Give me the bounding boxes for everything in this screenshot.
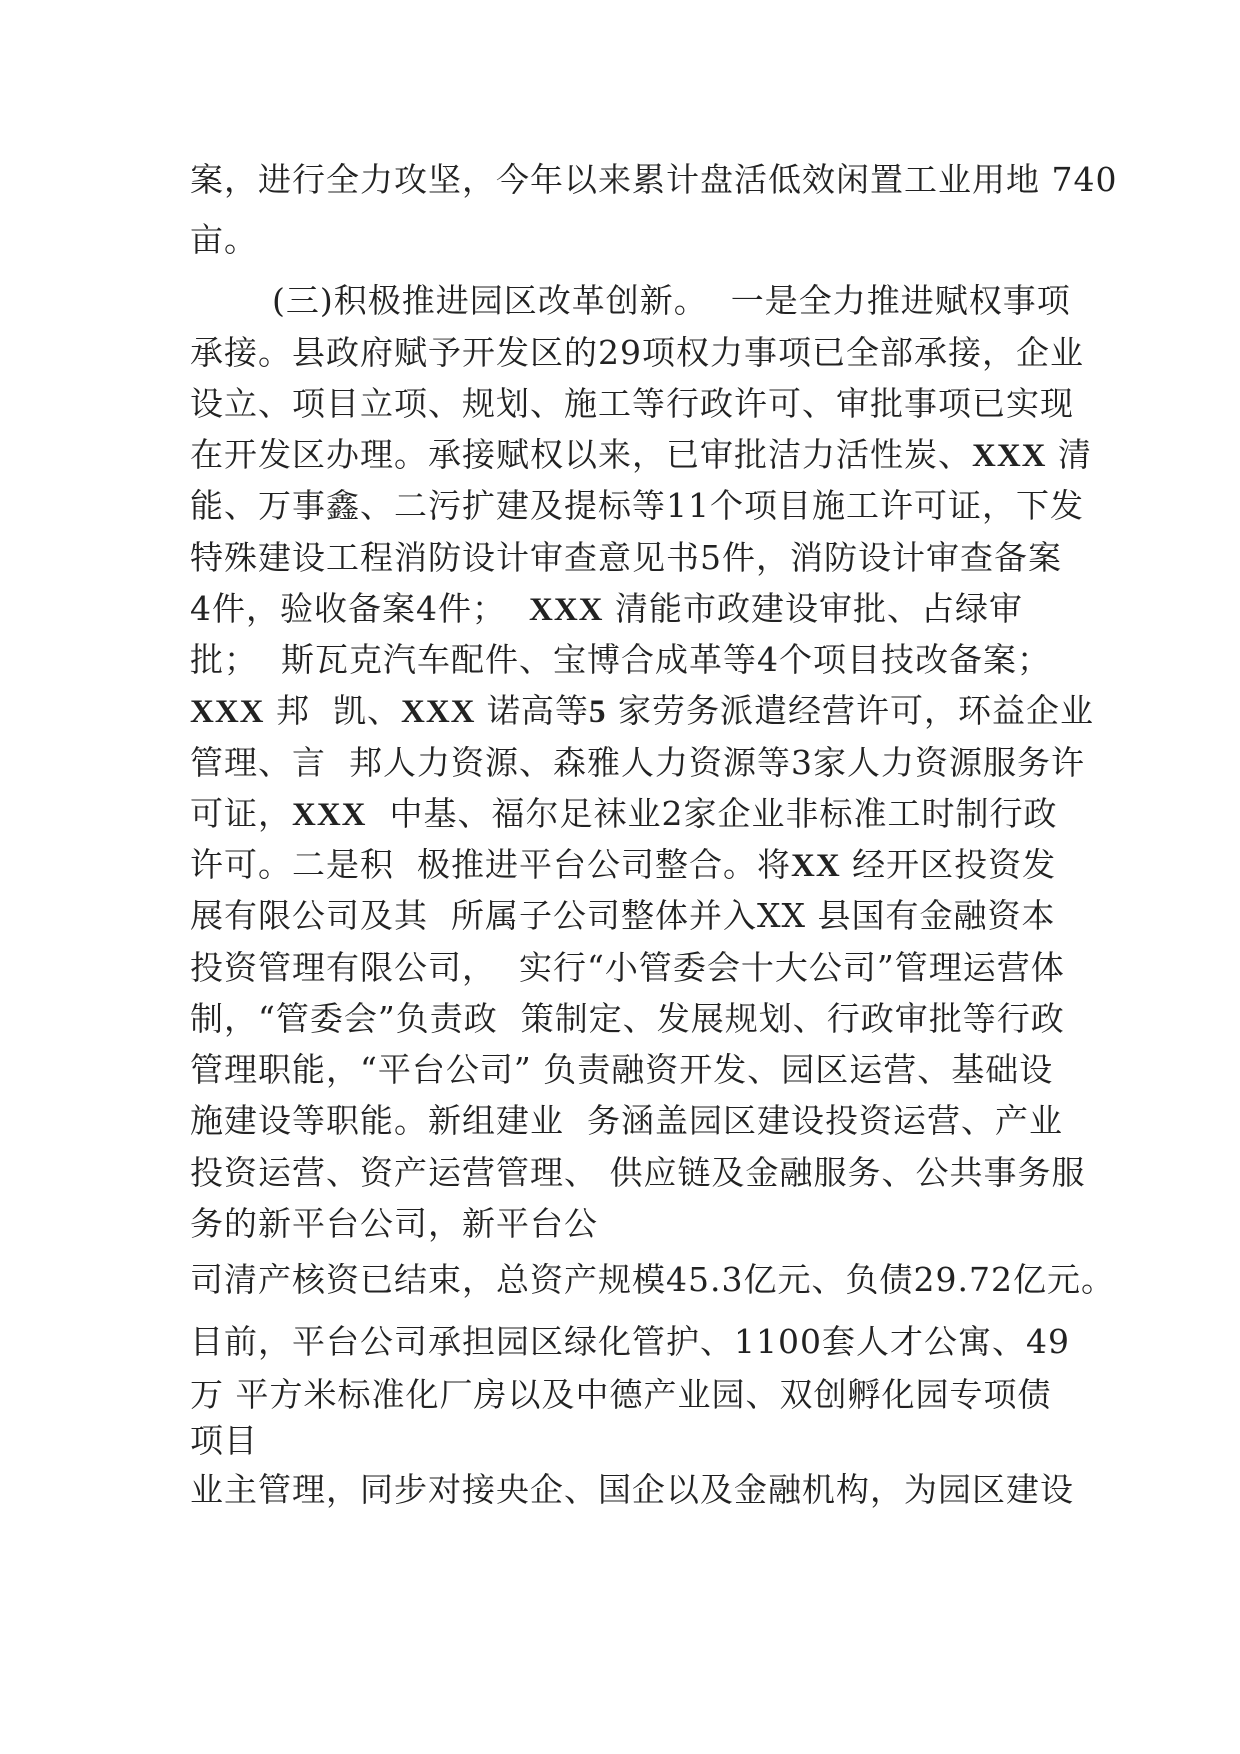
text-span: 承接。县政府赋予开发区的29项权力事项已全部承接，企业: [190, 333, 1084, 372]
text-span: 诺高等: [475, 691, 589, 730]
section-heading-line: [272, 281, 1071, 321]
text-span: 可证，: [190, 794, 292, 833]
text-line: [190, 1204, 598, 1244]
bold-placeholder: XXX: [400, 694, 476, 730]
text-span: 投资运营、资产运营管理、 供应链及金融服务、公共事务服: [190, 1153, 1086, 1192]
text-span: 业主管理，同步对接央企、国企以及金融机构，为园区建设: [190, 1470, 1074, 1509]
text-span: 清能市政建设审批、占绿审: [603, 589, 1023, 628]
text-line: [190, 999, 1065, 1039]
text-line: [190, 435, 1092, 476]
text-span: 亩。: [190, 220, 258, 259]
text-span: 经开区投资发: [840, 845, 1057, 884]
text-line: [190, 1050, 1053, 1090]
text-line: [190, 794, 1057, 835]
text-line: [190, 845, 1056, 886]
text-line: [190, 538, 1062, 578]
text-span: 务的新平台公司，新平台公: [190, 1204, 598, 1243]
text-line: [190, 160, 1117, 200]
text-line: [190, 691, 1094, 732]
text-span: 目前，平台公司承担园区绿化管护、1100套人才公寓、49: [190, 1322, 1070, 1361]
text-span: 万 平方米标准化厂房以及中德产业园、双创孵化园专项债: [190, 1375, 1052, 1414]
bold-placeholder: XXX: [528, 592, 604, 628]
text-line: [190, 640, 1051, 680]
text-line: [190, 384, 1074, 424]
text-span: 案，进行全力攻坚，今年以来累计盘活低效闲置工业用地 740: [190, 160, 1118, 199]
text-line: [190, 1470, 1074, 1510]
text-span: 许可。二是积 极推进平台公司整合。将: [190, 845, 791, 884]
text-line: [190, 743, 1085, 783]
text-line: [190, 333, 1084, 373]
text-span: 制，“管委会”负责政 策制定、发展规划、行政审批等行政: [190, 999, 1065, 1038]
text-line: [190, 1153, 1086, 1193]
text-span: 展有限公司及其 所属子公司整体并入XX 县国有金融资本: [190, 896, 1056, 935]
text-span: 管理、言 邦人力资源、森雅人力资源等3家人力资源服务许: [190, 743, 1085, 782]
bold-number: 5: [588, 694, 607, 730]
text-span: 司清产核资已结束，总资产规模45.3亿元、负债29.72亿元。: [190, 1260, 1115, 1299]
text-span: 投资管理有限公司， 实行“小管委会十大公司”管理运营体: [190, 948, 1065, 987]
text-span: (三)积极推进园区改革创新。 一是全力推进赋权事项: [272, 281, 1071, 320]
bold-placeholder: XXX: [190, 694, 265, 730]
text-line: [190, 1421, 258, 1461]
text-line: [190, 948, 1065, 988]
text-line: [190, 1101, 1063, 1141]
text-span: 设立、项目立项、规划、施工等行政许可、审批事项已实现: [190, 384, 1074, 423]
text-line: [190, 1260, 1115, 1300]
text-line: [190, 896, 1055, 936]
text-span: 家劳务派遣经营许可，环益企业: [606, 691, 1094, 730]
bold-placeholder: XXX: [972, 438, 1047, 474]
text-span: 4件，验收备案4件；: [190, 589, 529, 628]
text-span: 能、万事鑫、二污扩建及提标等11个项目施工许可证，下发: [190, 486, 1084, 525]
text-line: [190, 1375, 1052, 1415]
text-line: [190, 1322, 1070, 1362]
bold-placeholder: XXX: [292, 797, 367, 833]
text-line: [190, 220, 258, 260]
text-span: 在开发区办理。承接赋权以来，已审批洁力活性炭、: [190, 435, 972, 474]
text-line: [190, 486, 1084, 526]
bold-placeholder: XX: [790, 848, 841, 884]
text-span: 项目: [190, 1421, 258, 1460]
text-line: [190, 589, 1023, 630]
text-span: 批； 斯瓦克汽车配件、宝博合成革等4个项目技改备案；: [190, 640, 1051, 679]
text-span: 中基、福尔足袜业2家企业非标准工时制行政: [366, 794, 1058, 833]
text-span: 施建设等职能。新组建业 务涵盖园区建设投资运营、产业: [190, 1101, 1063, 1140]
text-span: 清: [1058, 435, 1092, 474]
text-span: 管理职能，“平台公司” 负责融资开发、园区运营、基础设: [190, 1050, 1054, 1089]
text-span: 邦 凯、: [264, 691, 401, 730]
text-span: 特殊建设工程消防设计审查意见书5件，消防设计审查备案: [190, 538, 1062, 577]
